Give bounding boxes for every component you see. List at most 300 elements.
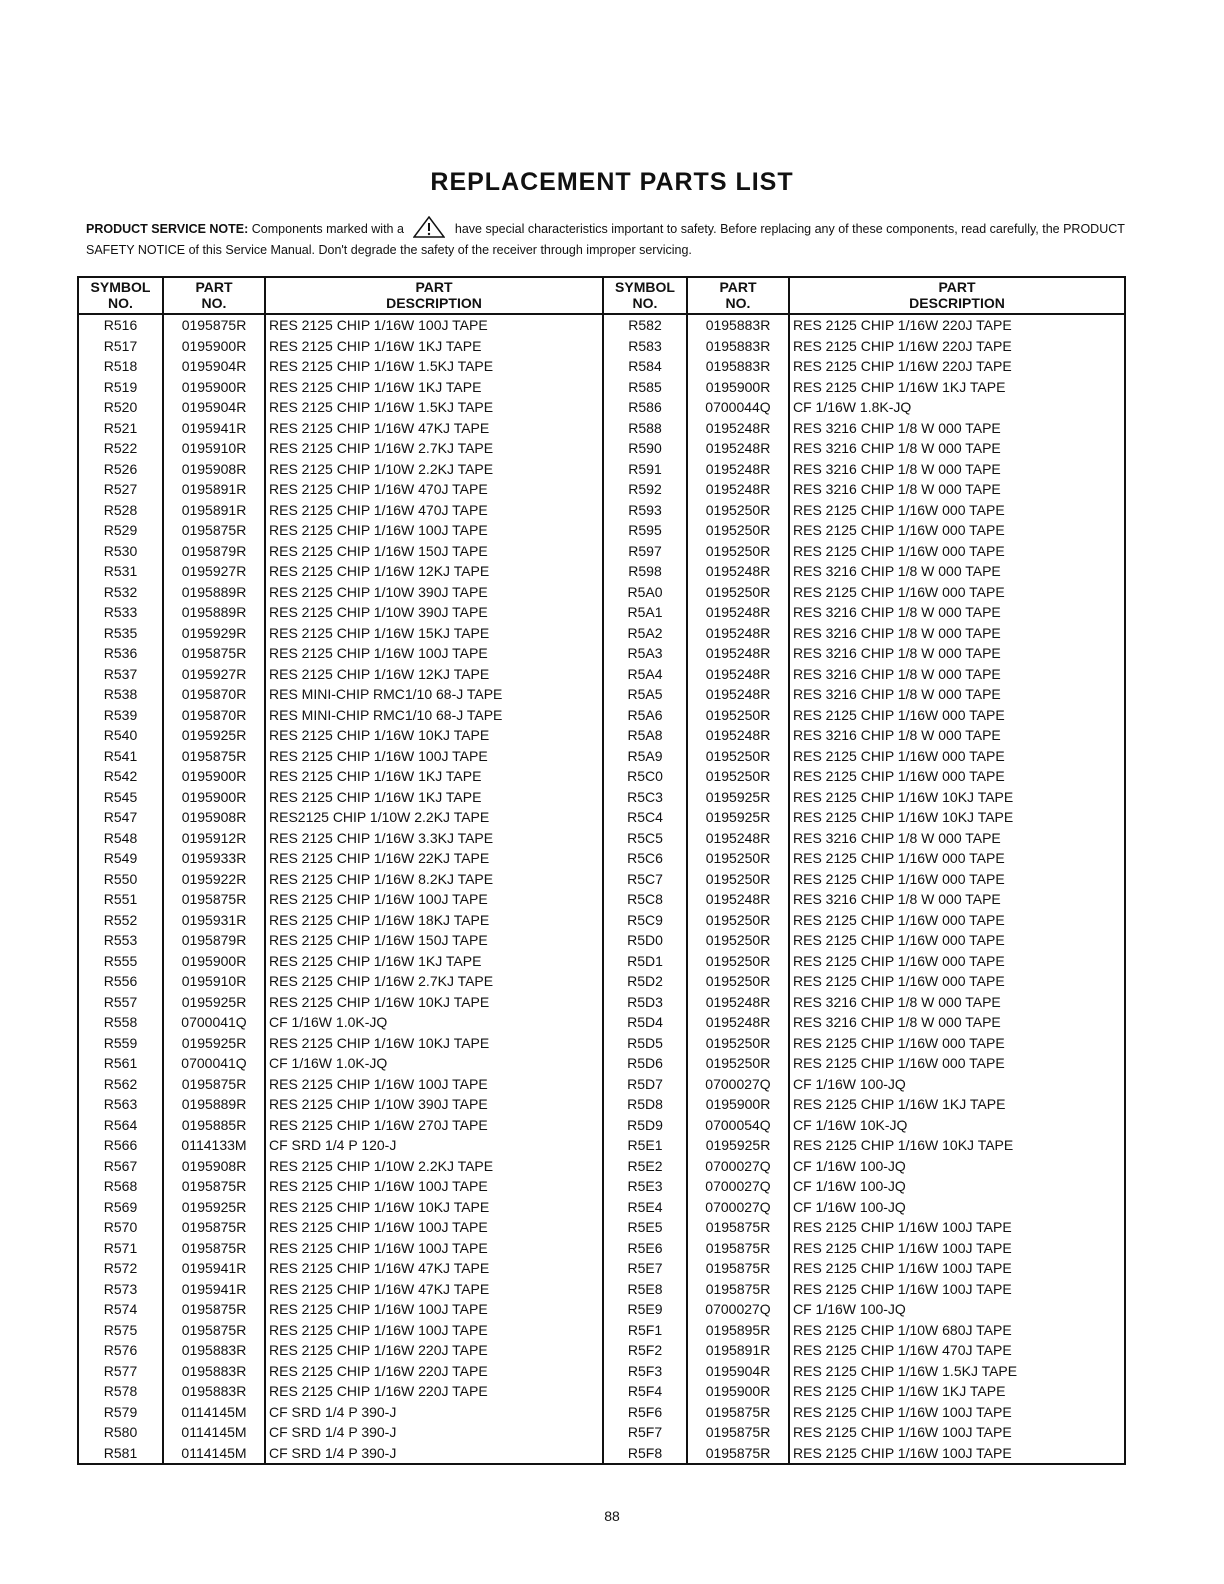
right-symbol-no-cell: R5A5 — [603, 684, 687, 705]
left-part-no-cell: 0195885R — [163, 1115, 265, 1136]
right-symbol-no-cell: R583 — [603, 336, 687, 357]
left-part-description-cell: RES 2125 CHIP 1/10W 390J TAPE — [265, 1094, 603, 1115]
left-symbol-no-cell: R549 — [78, 848, 163, 869]
left-part-no-cell: 0195900R — [163, 336, 265, 357]
right-symbol-no-cell: R582 — [603, 314, 687, 336]
left-part-no-cell: 0195908R — [163, 1156, 265, 1177]
right-part-no-cell: 0195250R — [687, 582, 789, 603]
right-part-description-cell: RES 3216 CHIP 1/8 W 000 TAPE — [789, 479, 1125, 500]
right-part-no-cell: 0195250R — [687, 971, 789, 992]
table-row — [78, 582, 1125, 603]
left-part-description-cell: RES 2125 CHIP 1/16W 22KJ TAPE — [265, 848, 603, 869]
page-title: REPLACEMENT PARTS LIST — [430, 168, 794, 196]
right-part-description-cell: RES 2125 CHIP 1/16W 1KJ TAPE — [789, 1381, 1125, 1402]
table-row — [78, 541, 1125, 562]
left-part-description-cell: RES 2125 CHIP 1/16W 2.7KJ TAPE — [265, 438, 603, 459]
table-row — [78, 1033, 1125, 1054]
left-symbol-no-cell: R570 — [78, 1217, 163, 1238]
table-row — [78, 1279, 1125, 1300]
table-row — [78, 1197, 1125, 1218]
left-part-no-cell: 0195925R — [163, 1197, 265, 1218]
table-row — [78, 1115, 1125, 1136]
left-symbol-no-cell: R526 — [78, 459, 163, 480]
left-part-description-cell: RES 2125 CHIP 1/16W 47KJ TAPE — [265, 1258, 603, 1279]
right-symbol-no-cell: R5E4 — [603, 1197, 687, 1218]
left-part-no-cell: 0195870R — [163, 684, 265, 705]
left-part-description-cell: RES 2125 CHIP 1/16W 10KJ TAPE — [265, 1197, 603, 1218]
left-part-no-cell: 0114145M — [163, 1402, 265, 1423]
left-symbol-no-cell: R566 — [78, 1135, 163, 1156]
right-part-description-cell: RES 2125 CHIP 1/16W 10KJ TAPE — [789, 1135, 1125, 1156]
right-part-no-cell: 0195248R — [687, 828, 789, 849]
left-part-description-cell: RES 2125 CHIP 1/16W 12KJ TAPE — [265, 561, 603, 582]
header-symbol-no: SYMBOL NO. — [78, 277, 163, 314]
right-symbol-no-cell: R5D1 — [603, 951, 687, 972]
right-part-no-cell: 0195875R — [687, 1238, 789, 1259]
left-part-description-cell: RES 2125 CHIP 1/16W 1KJ TAPE — [265, 951, 603, 972]
left-part-no-cell: 0195891R — [163, 479, 265, 500]
left-symbol-no-cell: R520 — [78, 397, 163, 418]
right-symbol-no-cell: R5C7 — [603, 869, 687, 890]
left-part-description-cell: RES 2125 CHIP 1/16W 270J TAPE — [265, 1115, 603, 1136]
left-part-no-cell: 0195925R — [163, 1033, 265, 1054]
left-part-no-cell: 0195908R — [163, 459, 265, 480]
left-part-description-cell: RES 2125 CHIP 1/10W 390J TAPE — [265, 582, 603, 603]
table-row — [78, 1238, 1125, 1259]
left-part-no-cell: 0195912R — [163, 828, 265, 849]
right-symbol-no-cell: R593 — [603, 500, 687, 521]
left-symbol-no-cell: R548 — [78, 828, 163, 849]
table-row — [78, 479, 1125, 500]
left-part-description-cell: RES 2125 CHIP 1/16W 100J TAPE — [265, 643, 603, 664]
right-symbol-no-cell: R5F1 — [603, 1320, 687, 1341]
right-part-description-cell: RES 2125 CHIP 1/16W 000 TAPE — [789, 869, 1125, 890]
right-symbol-no-cell: R5C0 — [603, 766, 687, 787]
right-part-description-cell: RES 2125 CHIP 1/16W 000 TAPE — [789, 930, 1125, 951]
right-part-no-cell: 0195248R — [687, 1012, 789, 1033]
right-symbol-no-cell: R5F8 — [603, 1443, 687, 1465]
table-row — [78, 520, 1125, 541]
right-part-no-cell: 0195248R — [687, 623, 789, 644]
right-part-no-cell: 0195248R — [687, 418, 789, 439]
left-symbol-no-cell: R533 — [78, 602, 163, 623]
right-part-no-cell: 0195250R — [687, 766, 789, 787]
table-row — [78, 418, 1125, 439]
note-lead: PRODUCT SERVICE NOTE: — [86, 222, 249, 236]
left-part-no-cell: 0195889R — [163, 1094, 265, 1115]
left-part-description-cell: RES 2125 CHIP 1/16W 100J TAPE — [265, 520, 603, 541]
right-part-no-cell: 0195248R — [687, 561, 789, 582]
left-part-no-cell: 0195925R — [163, 992, 265, 1013]
right-symbol-no-cell: R5C9 — [603, 910, 687, 931]
left-symbol-no-cell: R541 — [78, 746, 163, 767]
note-text-after-icon: have special characteristics important to safety. Before replacing any of these components, read carefully, the PRODUCT SAFETY NOTICE of this Service Manual. Don't degrade the safety of the receiver through improper servicing. — [86, 222, 1125, 257]
left-symbol-no-cell: R545 — [78, 787, 163, 808]
left-part-no-cell: 0195904R — [163, 356, 265, 377]
left-part-no-cell: 0195875R — [163, 1074, 265, 1095]
right-symbol-no-cell: R5F2 — [603, 1340, 687, 1361]
left-symbol-no-cell: R575 — [78, 1320, 163, 1341]
right-part-description-cell: RES 3216 CHIP 1/8 W 000 TAPE — [789, 459, 1125, 480]
left-part-description-cell: RES 2125 CHIP 1/16W 1KJ TAPE — [265, 336, 603, 357]
right-symbol-no-cell: R5D4 — [603, 1012, 687, 1033]
right-part-description-cell: RES 2125 CHIP 1/16W 1KJ TAPE — [789, 1094, 1125, 1115]
right-symbol-no-cell: R598 — [603, 561, 687, 582]
right-part-no-cell: 0195904R — [687, 1361, 789, 1382]
table-row — [78, 1012, 1125, 1033]
right-symbol-no-cell: R5E7 — [603, 1258, 687, 1279]
right-part-description-cell: RES 2125 CHIP 1/16W 1.5KJ TAPE — [789, 1361, 1125, 1382]
left-part-description-cell: CF 1/16W 1.0K-JQ — [265, 1012, 603, 1033]
right-symbol-no-cell: R5E1 — [603, 1135, 687, 1156]
right-symbol-no-cell: R5A4 — [603, 664, 687, 685]
right-part-description-cell: RES 3216 CHIP 1/8 W 000 TAPE — [789, 725, 1125, 746]
table-row — [78, 1074, 1125, 1095]
right-part-description-cell: RES 3216 CHIP 1/8 W 000 TAPE — [789, 602, 1125, 623]
right-symbol-no-cell: R5E2 — [603, 1156, 687, 1177]
header-part-no: PART NO. — [163, 277, 265, 314]
right-symbol-no-cell: R5F6 — [603, 1402, 687, 1423]
right-symbol-no-cell: R585 — [603, 377, 687, 398]
right-part-no-cell: 0195883R — [687, 314, 789, 336]
right-part-description-cell: RES 2125 CHIP 1/16W 000 TAPE — [789, 971, 1125, 992]
table-row — [78, 828, 1125, 849]
right-symbol-no-cell: R590 — [603, 438, 687, 459]
right-symbol-no-cell: R5E5 — [603, 1217, 687, 1238]
left-part-description-cell: CF 1/16W 1.0K-JQ — [265, 1053, 603, 1074]
left-part-no-cell: 0195875R — [163, 1176, 265, 1197]
right-part-description-cell: RES 2125 CHIP 1/16W 470J TAPE — [789, 1340, 1125, 1361]
left-part-description-cell: RES 2125 CHIP 1/16W 220J TAPE — [265, 1381, 603, 1402]
right-part-description-cell: RES 2125 CHIP 1/16W 100J TAPE — [789, 1217, 1125, 1238]
right-part-description-cell: RES 2125 CHIP 1/16W 220J TAPE — [789, 336, 1125, 357]
left-symbol-no-cell: R573 — [78, 1279, 163, 1300]
left-part-no-cell: 0195875R — [163, 1320, 265, 1341]
left-symbol-no-cell: R562 — [78, 1074, 163, 1095]
left-part-description-cell: RES 2125 CHIP 1/16W 10KJ TAPE — [265, 1033, 603, 1054]
right-part-description-cell: RES 2125 CHIP 1/16W 10KJ TAPE — [789, 807, 1125, 828]
left-part-description-cell: RES 2125 CHIP 1/16W 15KJ TAPE — [265, 623, 603, 644]
right-part-no-cell: 0195875R — [687, 1443, 789, 1465]
table-row — [78, 869, 1125, 890]
right-part-description-cell: CF 1/16W 100-JQ — [789, 1074, 1125, 1095]
right-part-description-cell: RES 2125 CHIP 1/16W 000 TAPE — [789, 582, 1125, 603]
left-part-description-cell: RES 2125 CHIP 1/16W 47KJ TAPE — [265, 418, 603, 439]
note-text-before-icon: Components marked with a — [251, 222, 404, 236]
left-symbol-no-cell: R517 — [78, 336, 163, 357]
right-part-description-cell: RES 2125 CHIP 1/16W 000 TAPE — [789, 705, 1125, 726]
left-part-no-cell: 0195891R — [163, 500, 265, 521]
right-symbol-no-cell: R586 — [603, 397, 687, 418]
table-row — [78, 807, 1125, 828]
left-part-no-cell: 0195922R — [163, 869, 265, 890]
right-part-no-cell: 0700027Q — [687, 1299, 789, 1320]
header-part-description: PART DESCRIPTION — [789, 277, 1125, 314]
left-symbol-no-cell: R522 — [78, 438, 163, 459]
left-symbol-no-cell: R518 — [78, 356, 163, 377]
left-symbol-no-cell: R521 — [78, 418, 163, 439]
right-part-no-cell: 0195250R — [687, 869, 789, 890]
right-symbol-no-cell: R5D5 — [603, 1033, 687, 1054]
table-row — [78, 787, 1125, 808]
left-part-description-cell: RES 2125 CHIP 1/16W 10KJ TAPE — [265, 725, 603, 746]
left-part-description-cell: RES 2125 CHIP 1/10W 390J TAPE — [265, 602, 603, 623]
right-symbol-no-cell: R592 — [603, 479, 687, 500]
left-part-no-cell: 0195927R — [163, 664, 265, 685]
right-part-description-cell: RES 3216 CHIP 1/8 W 000 TAPE — [789, 1012, 1125, 1033]
table-row — [78, 951, 1125, 972]
left-part-description-cell: RES 2125 CHIP 1/16W 1KJ TAPE — [265, 766, 603, 787]
left-symbol-no-cell: R532 — [78, 582, 163, 603]
page-number: 88 — [604, 1508, 620, 1524]
right-part-description-cell: RES 3216 CHIP 1/8 W 000 TAPE — [789, 684, 1125, 705]
right-part-description-cell: RES 2125 CHIP 1/16W 100J TAPE — [789, 1238, 1125, 1259]
left-part-description-cell: RES 2125 CHIP 1/16W 100J TAPE — [265, 889, 603, 910]
right-part-description-cell: RES 2125 CHIP 1/16W 10KJ TAPE — [789, 787, 1125, 808]
left-part-description-cell: RES MINI-CHIP RMC1/10 68-J TAPE — [265, 705, 603, 726]
right-symbol-no-cell: R5C8 — [603, 889, 687, 910]
right-symbol-no-cell: R5D9 — [603, 1115, 687, 1136]
table-row — [78, 1340, 1125, 1361]
table-row — [78, 1422, 1125, 1443]
table-row — [78, 623, 1125, 644]
left-part-no-cell: 0114133M — [163, 1135, 265, 1156]
table-row — [78, 705, 1125, 726]
left-part-description-cell: RES 2125 CHIP 1/16W 100J TAPE — [265, 1238, 603, 1259]
left-part-no-cell: 0195925R — [163, 725, 265, 746]
table-row — [78, 1135, 1125, 1156]
right-part-description-cell: RES 2125 CHIP 1/16W 220J TAPE — [789, 356, 1125, 377]
left-symbol-no-cell: R576 — [78, 1340, 163, 1361]
right-symbol-no-cell: R5E3 — [603, 1176, 687, 1197]
right-part-no-cell: 0195248R — [687, 459, 789, 480]
right-part-no-cell: 0195875R — [687, 1422, 789, 1443]
right-part-description-cell: RES 2125 CHIP 1/16W 000 TAPE — [789, 910, 1125, 931]
right-part-description-cell: RES 3216 CHIP 1/8 W 000 TAPE — [789, 438, 1125, 459]
table-row — [78, 336, 1125, 357]
left-part-no-cell: 0195883R — [163, 1361, 265, 1382]
right-symbol-no-cell: R584 — [603, 356, 687, 377]
left-part-no-cell: 0195889R — [163, 602, 265, 623]
right-part-no-cell: 0195250R — [687, 930, 789, 951]
left-part-description-cell: CF SRD 1/4 P 120-J — [265, 1135, 603, 1156]
left-symbol-no-cell: R553 — [78, 930, 163, 951]
right-part-no-cell: 0700054Q — [687, 1115, 789, 1136]
left-part-no-cell: 0195875R — [163, 889, 265, 910]
table-row — [78, 314, 1125, 336]
left-part-description-cell: RES 2125 CHIP 1/16W 18KJ TAPE — [265, 910, 603, 931]
right-part-no-cell: 0195883R — [687, 356, 789, 377]
right-symbol-no-cell: R5D0 — [603, 930, 687, 951]
left-part-no-cell: 0195875R — [163, 643, 265, 664]
left-part-no-cell: 0195927R — [163, 561, 265, 582]
left-part-no-cell: 0195941R — [163, 418, 265, 439]
right-part-no-cell: 0195900R — [687, 1381, 789, 1402]
right-part-no-cell: 0195875R — [687, 1402, 789, 1423]
table-row — [78, 971, 1125, 992]
right-part-no-cell: 0195248R — [687, 684, 789, 705]
left-symbol-no-cell: R531 — [78, 561, 163, 582]
left-symbol-no-cell: R579 — [78, 1402, 163, 1423]
right-symbol-no-cell: R5A1 — [603, 602, 687, 623]
left-part-description-cell: RES 2125 CHIP 1/16W 100J TAPE — [265, 1176, 603, 1197]
right-part-description-cell: RES 2125 CHIP 1/16W 000 TAPE — [789, 541, 1125, 562]
right-part-no-cell: 0195250R — [687, 951, 789, 972]
parts-table — [77, 276, 1126, 1465]
left-part-description-cell: RES 2125 CHIP 1/16W 100J TAPE — [265, 746, 603, 767]
right-part-no-cell: 0195250R — [687, 746, 789, 767]
left-part-description-cell: RES 2125 CHIP 1/16W 150J TAPE — [265, 930, 603, 951]
right-part-no-cell: 0195925R — [687, 807, 789, 828]
left-part-no-cell: 0195883R — [163, 1381, 265, 1402]
right-part-description-cell: RES 2125 CHIP 1/16W 100J TAPE — [789, 1402, 1125, 1423]
right-part-no-cell: 0195883R — [687, 336, 789, 357]
right-part-description-cell: RES 2125 CHIP 1/16W 000 TAPE — [789, 848, 1125, 869]
left-part-description-cell: RES 2125 CHIP 1/16W 12KJ TAPE — [265, 664, 603, 685]
right-symbol-no-cell: R5D3 — [603, 992, 687, 1013]
table-row — [78, 1361, 1125, 1382]
left-part-no-cell: 0114145M — [163, 1443, 265, 1465]
right-symbol-no-cell: R591 — [603, 459, 687, 480]
left-symbol-no-cell: R563 — [78, 1094, 163, 1115]
right-part-description-cell: RES 3216 CHIP 1/8 W 000 TAPE — [789, 664, 1125, 685]
right-symbol-no-cell: R595 — [603, 520, 687, 541]
table-row — [78, 930, 1125, 951]
right-part-description-cell: CF 1/16W 1.8K-JQ — [789, 397, 1125, 418]
right-symbol-no-cell: R5A0 — [603, 582, 687, 603]
left-symbol-no-cell: R536 — [78, 643, 163, 664]
right-symbol-no-cell: R5C5 — [603, 828, 687, 849]
right-part-no-cell: 0195875R — [687, 1258, 789, 1279]
left-part-no-cell: 0195900R — [163, 377, 265, 398]
right-part-description-cell: RES 2125 CHIP 1/16W 000 TAPE — [789, 500, 1125, 521]
right-part-no-cell: 0195250R — [687, 705, 789, 726]
right-symbol-no-cell: R5F4 — [603, 1381, 687, 1402]
right-symbol-no-cell: R5F3 — [603, 1361, 687, 1382]
left-part-no-cell: 0195908R — [163, 807, 265, 828]
right-symbol-no-cell: R5C4 — [603, 807, 687, 828]
right-symbol-no-cell: R5C6 — [603, 848, 687, 869]
table-row — [78, 643, 1125, 664]
header-symbol-no: SYMBOL NO. — [603, 277, 687, 314]
left-symbol-no-cell: R577 — [78, 1361, 163, 1382]
left-part-description-cell: RES 2125 CHIP 1/16W 470J TAPE — [265, 500, 603, 521]
left-symbol-no-cell: R547 — [78, 807, 163, 828]
table-row — [78, 889, 1125, 910]
right-part-description-cell: RES 2125 CHIP 1/10W 680J TAPE — [789, 1320, 1125, 1341]
right-part-description-cell: RES 2125 CHIP 1/16W 000 TAPE — [789, 951, 1125, 972]
right-part-no-cell: 0195248R — [687, 889, 789, 910]
left-part-description-cell: CF SRD 1/4 P 390-J — [265, 1402, 603, 1423]
left-part-no-cell: 0195883R — [163, 1340, 265, 1361]
product-service-note — [86, 216, 1146, 258]
left-part-description-cell: RES 2125 CHIP 1/16W 220J TAPE — [265, 1361, 603, 1382]
right-part-no-cell: 0195250R — [687, 520, 789, 541]
right-part-description-cell: RES 3216 CHIP 1/8 W 000 TAPE — [789, 643, 1125, 664]
right-part-no-cell: 0195875R — [687, 1217, 789, 1238]
left-part-description-cell: RES 2125 CHIP 1/16W 100J TAPE — [265, 1074, 603, 1095]
left-part-no-cell: 0195875R — [163, 1299, 265, 1320]
left-symbol-no-cell: R580 — [78, 1422, 163, 1443]
left-symbol-no-cell: R574 — [78, 1299, 163, 1320]
table-row — [78, 1299, 1125, 1320]
right-part-no-cell: 0195248R — [687, 643, 789, 664]
right-part-no-cell: 0195895R — [687, 1320, 789, 1341]
right-part-no-cell: 0195250R — [687, 910, 789, 931]
left-part-description-cell: RES 2125 CHIP 1/16W 8.2KJ TAPE — [265, 869, 603, 890]
left-part-description-cell: RES 2125 CHIP 1/16W 100J TAPE — [265, 314, 603, 336]
left-part-no-cell: 0195875R — [163, 746, 265, 767]
table-row — [78, 356, 1125, 377]
right-part-no-cell: 0195248R — [687, 992, 789, 1013]
right-symbol-no-cell: R5A9 — [603, 746, 687, 767]
left-part-description-cell: RES 2125 CHIP 1/16W 150J TAPE — [265, 541, 603, 562]
table-row — [78, 1320, 1125, 1341]
left-symbol-no-cell: R564 — [78, 1115, 163, 1136]
left-part-no-cell: 0195900R — [163, 787, 265, 808]
left-part-no-cell: 0195929R — [163, 623, 265, 644]
right-part-description-cell: RES 2125 CHIP 1/16W 100J TAPE — [789, 1443, 1125, 1465]
left-symbol-no-cell: R516 — [78, 314, 163, 336]
left-symbol-no-cell: R578 — [78, 1381, 163, 1402]
left-symbol-no-cell: R568 — [78, 1176, 163, 1197]
right-part-no-cell: 0195250R — [687, 848, 789, 869]
right-part-no-cell: 0195248R — [687, 438, 789, 459]
right-part-no-cell: 0195925R — [687, 787, 789, 808]
left-part-description-cell: RES 2125 CHIP 1/16W 47KJ TAPE — [265, 1279, 603, 1300]
right-symbol-no-cell: R5D7 — [603, 1074, 687, 1095]
table-row — [78, 602, 1125, 623]
right-symbol-no-cell: R5D2 — [603, 971, 687, 992]
table-row — [78, 1217, 1125, 1238]
left-symbol-no-cell: R551 — [78, 889, 163, 910]
left-symbol-no-cell: R540 — [78, 725, 163, 746]
right-symbol-no-cell: R588 — [603, 418, 687, 439]
right-symbol-no-cell: R5A3 — [603, 643, 687, 664]
right-part-description-cell: RES 2125 CHIP 1/16W 000 TAPE — [789, 766, 1125, 787]
left-symbol-no-cell: R519 — [78, 377, 163, 398]
left-part-description-cell: CF SRD 1/4 P 390-J — [265, 1443, 603, 1465]
left-part-no-cell: 0195875R — [163, 1217, 265, 1238]
table-row — [78, 1381, 1125, 1402]
left-symbol-no-cell: R552 — [78, 910, 163, 931]
right-part-description-cell: RES 2125 CHIP 1/16W 220J TAPE — [789, 314, 1125, 336]
left-part-description-cell: RES 2125 CHIP 1/16W 1.5KJ TAPE — [265, 356, 603, 377]
table-row — [78, 438, 1125, 459]
right-symbol-no-cell: R5E9 — [603, 1299, 687, 1320]
left-symbol-no-cell: R557 — [78, 992, 163, 1013]
left-part-description-cell: RES 2125 CHIP 1/16W 100J TAPE — [265, 1217, 603, 1238]
table-row — [78, 561, 1125, 582]
right-part-no-cell: 0700044Q — [687, 397, 789, 418]
left-symbol-no-cell: R542 — [78, 766, 163, 787]
right-part-description-cell: CF 1/16W 100-JQ — [789, 1299, 1125, 1320]
table-row — [78, 397, 1125, 418]
right-part-no-cell: 0700027Q — [687, 1197, 789, 1218]
left-part-description-cell: RES 2125 CHIP 1/16W 2.7KJ TAPE — [265, 971, 603, 992]
left-symbol-no-cell: R537 — [78, 664, 163, 685]
table-row — [78, 1156, 1125, 1177]
right-part-no-cell: 0195250R — [687, 1033, 789, 1054]
left-symbol-no-cell: R530 — [78, 541, 163, 562]
right-part-no-cell: 0700027Q — [687, 1074, 789, 1095]
left-symbol-no-cell: R538 — [78, 684, 163, 705]
left-part-description-cell: RES 2125 CHIP 1/16W 470J TAPE — [265, 479, 603, 500]
right-part-description-cell: CF 1/16W 100-JQ — [789, 1197, 1125, 1218]
left-symbol-no-cell: R550 — [78, 869, 163, 890]
table-row — [78, 992, 1125, 1013]
left-part-no-cell: 0195875R — [163, 1238, 265, 1259]
